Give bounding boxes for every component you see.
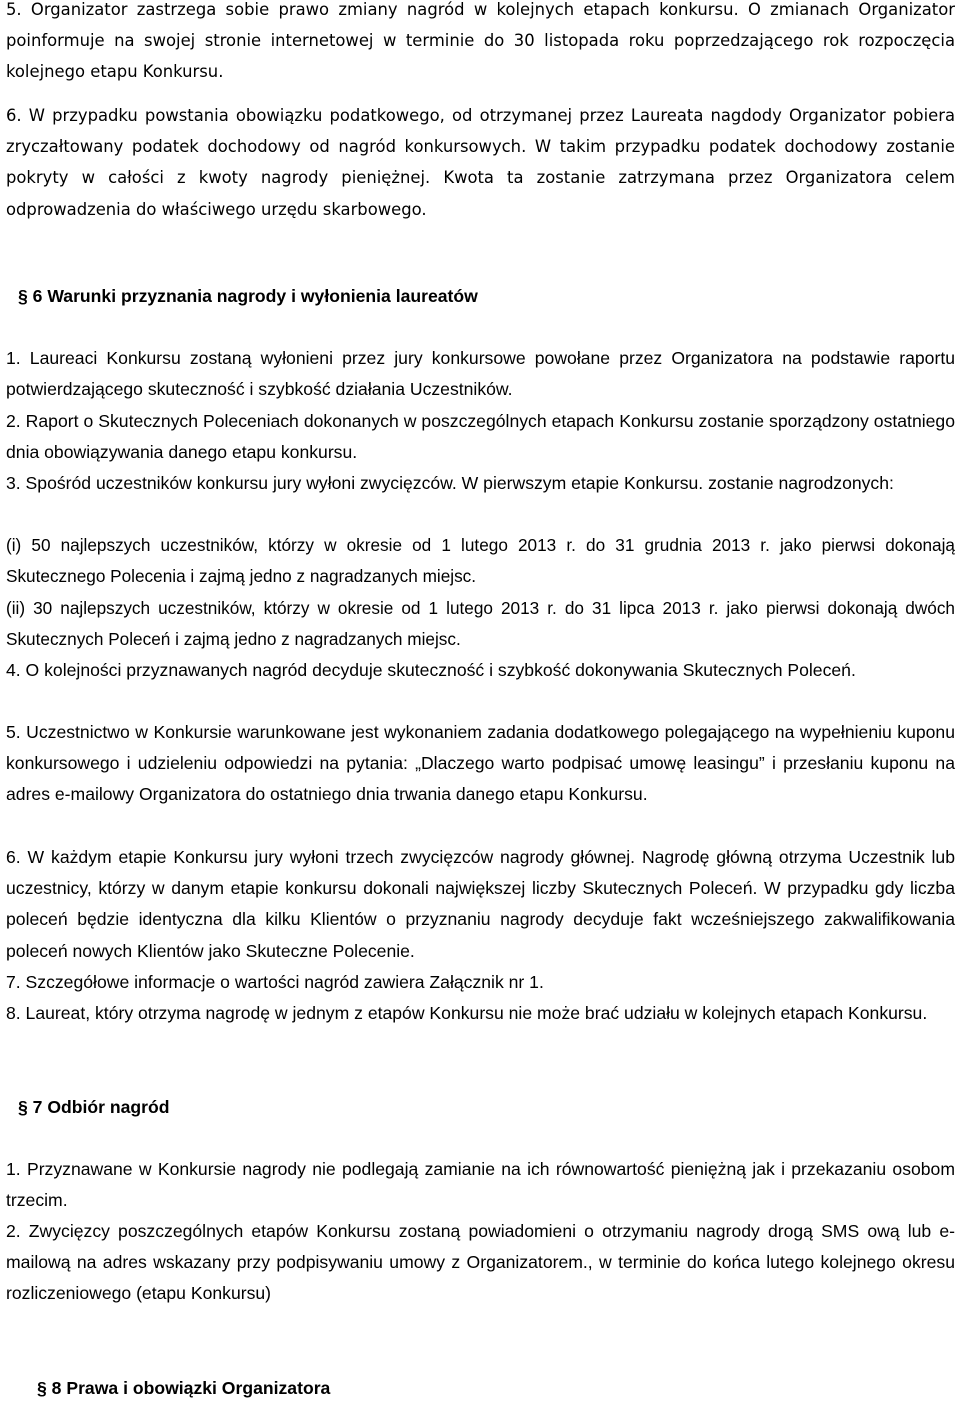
section-6-item-4: 4. O kolejności przyznawanych nagród decyduje skuteczność i szybkość dokonywania Skutecznych Poleceń.	[6, 660, 856, 680]
section-6-item-3-i: (i) 50 najlepszych uczestników, którzy w okresie od 1 lutego 2013 r. do 31 grudnia 2013 r. jako pierwsi dokonają Skutecznego Polecenia i zajmą jedno z nagradzanych miejsc.	[6, 535, 955, 587]
section-6-item-5: 5. Uczestnictwo w Konkursie warunkowane jest wykonaniem zadania dodatkowego polegającego na wypełnieniu kuponu konkursowego i udzieleniu odpowiedzi na pytania: „Dlaczego warto podpisać umowę leasingu” i przesłaniu kuponu na adres e-mailowy Organizatora do ostatniego dnia trwania danego etapu Konkursu.	[6, 722, 955, 805]
section-6-item-3-ii: (ii) 30 najlepszych uczestników, którzy w okresie od 1 lutego 2013 r. do 31 lipca 2013 r. jako pierwsi dokonają dwóch Skutecznych Poleceń i zajmą jedno z nagradzanych miejsc.	[6, 598, 955, 650]
paragraph-5: 5. Organizator zastrzega sobie prawo zmiany nagród w kolejnych etapach konkursu. O zmianach Organizator poinformuje na swojej stronie internetowej w terminie do 30 listopada roku poprzedzającego rok rozpoczęcia kolejnego etapu Konkursu.	[6, 0, 955, 82]
paragraph-6: 6. W przypadku powstania obowiązku podatkowego, od otrzymanej przez Laureata nagdody Organizator pobiera zryczałtowany podatek dochodowy od nagród konkursowych. W takim przypadku podatek dochodowy zostanie pokryty w całości z kwoty nagrody pieniężnej. Kwota ta zostanie zatrzymana przez Organizatora celem odprowadzenia do właściwego urzędu skarbowego.	[6, 106, 955, 219]
section-6-heading: § 6 Warunki przyznania nagrody i wyłonienia laureatów	[18, 286, 478, 306]
section-7-item-2: 2. Zwycięzcy poszczególnych etapów Konkursu zostaną powiadomieni o otrzymaniu nagrody drogą SMS ową lub e-mailową na adres wskazany przy podpisywaniu umowy z Organizatorem., w terminie do końca lutego kolejnego okresu rozliczeniowego (etapu Konkursu)	[6, 1221, 955, 1304]
section-7-heading: § 7 Odbiór nagród	[18, 1097, 170, 1117]
section-6-item-2: 2. Raport o Skutecznych Poleceniach dokonanych w poszczególnych etapach Konkursu zostanie sporządzony ostatniego dnia obowiązywania danego etapu konkursu.	[6, 411, 955, 463]
section-6-item-1: 1. Laureaci Konkursu zostaną wyłonieni przez jury konkursowe powołane przez Organizatora na podstawie raportu potwierdzającego skuteczność i szybkość działania Uczestników.	[6, 348, 955, 400]
section-8-heading: § 8 Prawa i obowiązki Organizatora	[37, 1378, 331, 1398]
section-6-item-3: 3. Spośród uczestników konkursu jury wyłoni zwycięzców. W pierwszym etapie Konkursu. zostanie nagrodzonych:	[6, 473, 894, 493]
section-6-item-7: 7. Szczegółowe informacje o wartości nagród zawiera Załącznik nr 1.	[6, 972, 544, 992]
section-6-item-6: 6. W każdym etapie Konkursu jury wyłoni trzech zwycięzców nagrody głównej. Nagrodę główną otrzyma Uczestnik lub uczestnicy, którzy w danym etapie konkursu dokonali największej liczby Skutecznych Poleceń. W przypadku gdy liczba poleceń będzie identyczna dla kilku Klientów o przyznaniu nagrody decyduje fakt wcześniejszego zakwalifikowania poleceń nowych Klientów jako Skuteczne Polecenie.	[6, 847, 955, 961]
section-7-item-1: 1. Przyznawane w Konkursie nagrody nie podlegają zamianie na ich równowartość pieniężną jak i przekazaniu osobom trzecim.	[6, 1159, 955, 1211]
section-6-item-8: 8. Laureat, który otrzyma nagrodę w jednym z etapów Konkursu nie może brać udziału w kolejnych etapach Konkursu.	[6, 1003, 928, 1023]
